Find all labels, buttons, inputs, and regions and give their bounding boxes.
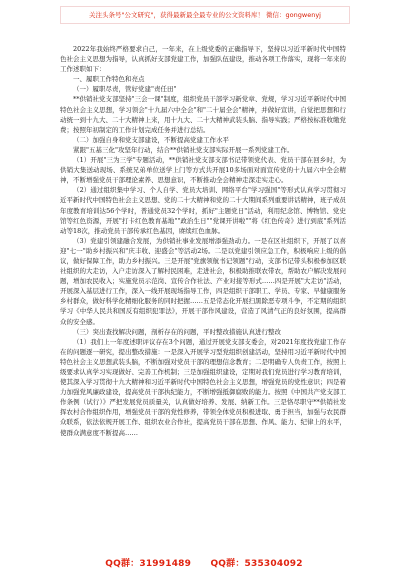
body-paragraph: 紧跟"五基三化"攻坚年行动，结合**供销社党支部实际开展一系列党建工作。 bbox=[73, 145, 294, 154]
qq-group-1: QQ群：31991489 bbox=[105, 559, 192, 569]
subsection-heading: （二）加强自身和党支部建设，不断提高党建工作水平 bbox=[73, 135, 229, 144]
body-paragraph: （2）通过组织集中学习、个人自学、党员大培训、网络平台"学习强国"等形式认真学习贯彻习近平新时代中国特色社会主义思想、党的二十大精神和党的二十大期间系列重要讲话精神，班子成员年度教育培训达56个学时，普通党员32个学时，抓好"主题党日"活动，利用纪念馆、博物馆、党史馆等红色资源，开展"打卡红色教育基地""政治生日""党课开讲啦""将《红色传奇》进行到底"系列活动等18次，推动党员干部传承红色基因，赓续红色血脉。 bbox=[60, 186, 346, 235]
section-heading: 一、履职工作特色和亮点 bbox=[73, 75, 145, 84]
footer-contact bbox=[0, 556, 408, 569]
top-banner: 关注头条号"公文研究"，获得最新最全最专业的公文资料库！ 微信：gongwenyj bbox=[60, 6, 350, 24]
document-body bbox=[60, 44, 346, 438]
body-paragraph: **供销社党支部坚持"三会一课"制度，组织党员干部学习新党章、党规，学习习近平新时代中国特色社会主义思想，学习领会"十九届六中全会"和"二十届全会"精神，并做好宣讲，自觉把思想和行动统一到十九大、二十大精神上来，用十九大、二十大精神武装头脑、指导实践；严格按标准收缴党费；按照年初制定的工作计划完成任务并进行总结。 bbox=[60, 95, 346, 134]
qq-group-2: QQ群：535304092 bbox=[210, 559, 303, 569]
subsection-heading: （三）突出查找解决问题，剖析存在的问题，平时整改措施认真进行整改 bbox=[73, 327, 281, 336]
intro-paragraph: 2022年我始终严格要求自己，一年来，在上级党委的正确指导下，坚持以习近平新时代中国特色社会主义思想为指导，认真抓好支部党建工作，加强队伍建设，推动各项工作落实，现将一年来的工作述职如下： bbox=[60, 45, 346, 74]
body-paragraph: （1）开展"三为三学"专题活动，**供销社党支部支部书记带领党代表、党员干部在回乡时，为供销大集送动现场、系统兄弟单位送学上门等方式共开展10多场面对面宣传党的十九届六中全会精神，不断增强党员干部理论素养、思想意识，不断推动全会精神走深走实走心。 bbox=[60, 156, 346, 185]
body-paragraph: （1）我们上一年度述职评议存在3个问题，通过开展党支部支委会，对2021年度找党建工作存在的问题逐一研究，提出整改措施：一是深入开展学习型党组织创建活动，坚持用习近平新时代中国特色社会主义思想武装头脑，不断加强对党员干部的理想信念教育；二是明确专人负责工作，按照上级要求认真学习实现做好、完善工作机制；三是加强组织建设，定期对我们党员进行学习教育培训，使其深入学习贯彻十九大精神和习近平新时代中国特色社会主义思想，增强党员的党性意识；四是着力加强党风廉政建设，提高党员干部执纪能力，不断增强抵御腐败的能力。按照《中国共产党支部工作条例（试行）》严把发展党员质量关，认真做好培养、发展、纳新工作。三是恪尽职守**供销社发挥农村合作组织作用，增强党员干部的党性修养，带领全体党员积极进取、勇于担当，加强与农民群众联系，依法依规开展工作、组织农业合作社，提高党员干部在思想、作风、能力、纪律上的水平，使群众满意度不断提高…… bbox=[60, 337, 346, 437]
body-paragraph: （3）党建引领建融合发展，为供销社事业发展增添强劲动力。一是在区社组织下，开展了以喜迎"七一"助乡村振兴和"庆丰收、迎盛会"等活动2场。二是以党建引领应急工作，积极响应上级的倡议，做好保障工作，助力乡村振兴。三是开展"党旗领航书记领题"行动，支部书记带头积极参加区联社组织的大走访，入户走访深入了解村民困难，走进社会，积极助推联农带农，帮助农户解决发展问题，增加农民收入；实施党员示范岗、宣传合作社法、产业对接等形式……四是开展"大走访"活动，开展深入基层进行工作，深入一线开展现场指导工作，四是组织干部职工、学员、专家、早健康服务乡村群众，做好科学化精细化服务的同时把握……五是常态化开展扫黑除恶专项斗争，不定期的组织学习《中华人民共和国反有组织犯罪法》，开展干部作风建设，营造了风清气正的良好氛围，提高群众的安全感。 bbox=[60, 236, 346, 326]
subsection-heading: （一）履职尽责，管好党建"责任田" bbox=[73, 85, 177, 94]
